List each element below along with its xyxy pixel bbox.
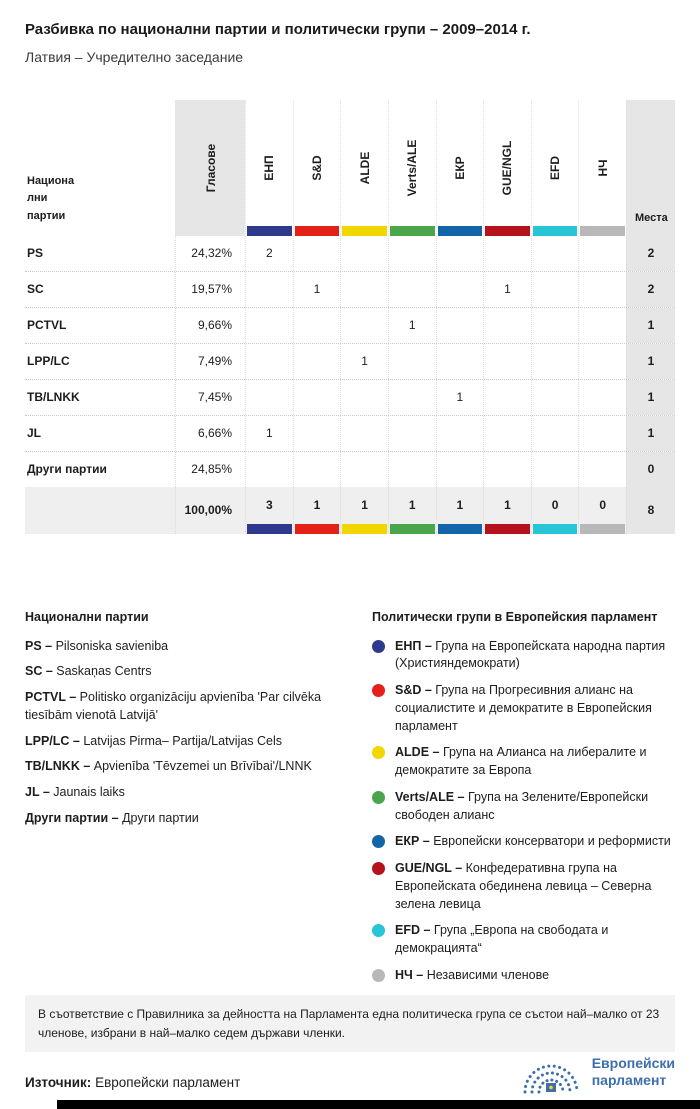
- group-legend-text: НЧ – Независими членове: [395, 967, 550, 982]
- party-name-cell: Други партии: [27, 462, 107, 476]
- seats-cell: 1: [626, 308, 675, 343]
- seats-column-header: [626, 100, 675, 236]
- group-color-bar: [342, 226, 387, 236]
- group-seats-cell-ЕКР: [436, 416, 484, 451]
- group-seats-cell-НЧ: [578, 416, 626, 451]
- group-seats-cell-НЧ: [578, 236, 626, 271]
- table-row-4: [25, 343, 675, 379]
- group-column-header-label: EFD: [548, 155, 563, 180]
- total-group-value: 0: [551, 498, 559, 512]
- party-legend-item: Други партии – Други партии: [25, 810, 199, 825]
- political-groups-legend-title: Политически групи в Европейския парламент: [372, 609, 658, 624]
- table-row-3: [25, 307, 675, 343]
- group-seats-cell-ЕКР: [436, 272, 484, 307]
- total-group-value: 1: [504, 498, 511, 512]
- group-color-dot: [372, 924, 385, 937]
- group-column-header-3: [340, 100, 388, 236]
- group-seats-cell-GUE/NGL: [483, 236, 531, 271]
- ep-hemicycle-icon: [520, 1048, 582, 1096]
- group-color-dot: [372, 835, 385, 848]
- group-column-header-label: ЕНП: [262, 154, 277, 181]
- group-seats-cell-ЕНП: [245, 308, 293, 343]
- votes-cell: 9,66%: [175, 308, 245, 343]
- total-group-value: 1: [313, 498, 321, 512]
- group-seats-cell-ЕНП: 2: [245, 236, 293, 271]
- group-legend-text: GUE/NGL – Конфедеративна група на Европейската обединена левица – Северна зелена левица: [395, 861, 652, 911]
- table-header-row: [25, 100, 675, 236]
- group-column-header-8: [578, 100, 626, 236]
- votes-column-header-label: Гласове: [203, 143, 218, 192]
- group-seats-cell-EFD: [531, 344, 579, 379]
- group-seats-cell-ALDE: [340, 452, 388, 487]
- group-legend-item: [372, 638, 675, 674]
- group-color-bar: [485, 524, 530, 534]
- group-legend-text: ЕНП – Група на Европейската народна партия (Християндемократи): [395, 638, 666, 671]
- total-group-cell-НЧ: [578, 487, 626, 534]
- votes-cell: 7,49%: [175, 344, 245, 379]
- group-column-header-label: GUE/NGL: [500, 140, 515, 195]
- total-group-cell-ALDE: [340, 487, 388, 534]
- group-column-header-7: [531, 100, 579, 236]
- national-parties-legend: [25, 610, 357, 994]
- party-column-header-label: Национа лни партии: [27, 174, 75, 222]
- group-seats-cell-ЕНП: [245, 344, 293, 379]
- group-color-dot: [372, 969, 385, 982]
- group-color-bar: [390, 524, 435, 534]
- seats-cell: 2: [626, 272, 675, 307]
- group-seats-cell-ALDE: 1: [340, 344, 388, 379]
- group-legend-item: [372, 833, 675, 851]
- group-seats-cell-ALDE: [340, 236, 388, 271]
- party-name-cell: LPP/LC: [27, 354, 70, 368]
- source-line: [25, 1075, 240, 1098]
- votes-cell: 24,85%: [175, 452, 245, 487]
- party-legend-item: JL – Jaunais laiks: [25, 785, 125, 799]
- seats-cell: 1: [626, 416, 675, 451]
- group-seats-cell-GUE/NGL: [483, 344, 531, 379]
- votes-column-header: [175, 100, 245, 236]
- group-abbr: ЕКР –: [395, 834, 434, 849]
- party-abbr: TB/LNKK –: [25, 759, 94, 774]
- bottom-bar: [57, 1100, 700, 1109]
- group-seats-cell-EFD: [531, 452, 579, 487]
- group-seats-cell-Verts/ALE: [388, 452, 436, 487]
- total-group-cell-ЕКР: [436, 487, 484, 534]
- group-column-header-2: [293, 100, 341, 236]
- group-abbr: ЕНП –: [395, 638, 436, 653]
- group-seats-cell-Verts/ALE: [388, 344, 436, 379]
- group-color-bar: [342, 524, 387, 534]
- group-seats-cell-ЕНП: 1: [245, 416, 293, 451]
- results-table: [25, 100, 675, 534]
- table-row-2: [25, 271, 675, 307]
- group-color-dot: [372, 746, 385, 759]
- group-seats-cell-НЧ: [578, 308, 626, 343]
- total-group-value: 3: [265, 498, 273, 512]
- group-color-bar: [580, 226, 625, 236]
- group-legend-item: [372, 682, 675, 735]
- group-color-bar: [247, 226, 292, 236]
- source-row: [25, 1046, 675, 1098]
- group-color-bar: [485, 226, 530, 236]
- ep-logo: [520, 1046, 675, 1098]
- group-legend-text: Verts/ALE – Група на Зелените/Европейски свободен алианс: [395, 789, 649, 822]
- group-legend-item: [372, 860, 675, 913]
- ep-logo-text: [592, 1055, 675, 1090]
- group-seats-cell-ЕКР: 1: [436, 380, 484, 415]
- group-column-header-label: НЧ: [595, 158, 610, 177]
- group-abbr: GUE/NGL –: [395, 861, 466, 875]
- group-seats-cell-GUE/NGL: [483, 308, 531, 343]
- group-seats-cell-EFD: [531, 272, 579, 307]
- party-abbr: LPP/LC –: [25, 733, 84, 748]
- group-column-header-label: S&D: [309, 154, 324, 181]
- group-color-bar: [438, 524, 483, 534]
- group-seats-cell-НЧ: [578, 380, 626, 415]
- ep-logo-text-line2: парламент: [591, 1072, 667, 1088]
- party-name-cell: JL: [27, 426, 42, 440]
- party-legend-item: SC – Saskaņas Centrs: [25, 664, 152, 679]
- group-seats-cell-ЕНП: [245, 452, 293, 487]
- group-seats-cell-GUE/NGL: [483, 380, 531, 415]
- total-group-cell-S&D: [293, 487, 341, 534]
- group-seats-cell-S&D: 1: [293, 272, 341, 307]
- group-legend-item: [372, 922, 675, 958]
- table-row-7: [25, 451, 675, 487]
- group-seats-cell-GUE/NGL: 1: [483, 272, 531, 307]
- group-legend-item: [372, 967, 675, 985]
- group-seats-cell-EFD: [531, 236, 579, 271]
- group-color-bar: [247, 524, 292, 534]
- group-column-header-4: [388, 100, 436, 236]
- group-seats-cell-EFD: [531, 380, 579, 415]
- group-color-bar: [533, 524, 578, 534]
- group-seats-cell-GUE/NGL: [483, 452, 531, 487]
- group-seats-cell-S&D: [293, 344, 341, 379]
- group-seats-cell-НЧ: [578, 272, 626, 307]
- group-column-header-label: Verts/ALE: [405, 139, 420, 196]
- group-seats-cell-ЕКР: [436, 452, 484, 487]
- group-seats-cell-S&D: [293, 452, 341, 487]
- group-abbr: EFD –: [395, 923, 434, 938]
- total-group-value: 1: [408, 498, 416, 512]
- group-seats-cell-ЕНП: [245, 380, 293, 415]
- group-color-bar: [438, 226, 483, 236]
- party-name-cell: PS: [27, 246, 44, 260]
- votes-cell: 7,45%: [175, 380, 245, 415]
- total-group-value: 0: [599, 498, 607, 512]
- seats-cell: 1: [626, 344, 675, 379]
- votes-cell: 6,66%: [175, 416, 245, 451]
- group-seats-cell-ALDE: [340, 416, 388, 451]
- political-groups-legend-items: [372, 638, 675, 985]
- group-seats-cell-ALDE: [340, 380, 388, 415]
- source-value: Европейски парламент: [95, 1075, 241, 1090]
- total-group-cell-EFD: [531, 487, 579, 534]
- group-legend-text: EFD – Група „Европа на свободата и демокрацията“: [395, 923, 609, 955]
- page-subtitle: Латвия – Учредително заседание: [25, 48, 244, 65]
- group-seats-cell-Verts/ALE: [388, 416, 436, 451]
- group-seats-cell-НЧ: [578, 344, 626, 379]
- group-seats-cell-S&D: [293, 236, 341, 271]
- votes-cell: 24,32%: [175, 236, 245, 271]
- total-group-cell-Verts/ALE: [388, 487, 436, 534]
- group-legend-text: S&D – Група на Прогресивния алианс на социалистите и демократите в Европейския парламент: [395, 683, 652, 733]
- party-name-cell: PCTVL: [27, 318, 67, 332]
- party-abbr: JL –: [25, 785, 54, 799]
- party-name-cell: TB/LNKK: [27, 390, 80, 404]
- party-abbr: PS –: [25, 638, 56, 653]
- group-seats-cell-Verts/ALE: [388, 236, 436, 271]
- party-column-header: [25, 100, 175, 236]
- party-legend-item: PCTVL – Politisko organizāciju apvienība 'Par cilvēka tiesībām vienotā Latvijā': [25, 690, 322, 722]
- group-seats-cell-ЕНП: [245, 272, 293, 307]
- group-color-dot: [372, 791, 385, 804]
- group-seats-cell-Verts/ALE: [388, 380, 436, 415]
- ep-logo-text-line1: Европейски: [591, 1054, 675, 1071]
- party-legend-item: LPP/LC – Latvijas Pirma– Partija/Latvijas Cels: [25, 733, 283, 748]
- group-seats-cell-ALDE: [340, 272, 388, 307]
- total-group-cell-GUE/NGL: [483, 487, 531, 534]
- group-seats-cell-ЕКР: [436, 308, 484, 343]
- group-legend-text: ЕКР – Европейски консерватори и реформисти: [395, 834, 671, 849]
- group-legend-text: ALDE – Група на Алианса на либералите и демократите за Европа: [395, 745, 647, 777]
- group-color-bar: [390, 226, 435, 236]
- group-column-header-1: [245, 100, 293, 236]
- group-seats-cell-Verts/ALE: [388, 272, 436, 307]
- seats-cell: 2: [626, 236, 675, 271]
- total-spacer-cell: [25, 487, 175, 534]
- group-seats-cell-ЕКР: [436, 236, 484, 271]
- source-label: Източник:: [25, 1075, 92, 1090]
- group-seats-cell-EFD: [531, 308, 579, 343]
- party-legend-item: PS – Pilsoniska savieniba: [25, 638, 169, 653]
- group-seats-cell-ЕКР: [436, 344, 484, 379]
- national-parties-legend-items: [25, 638, 357, 828]
- group-seats-cell-ALDE: [340, 308, 388, 343]
- total-votes-cell: 100,00%: [175, 487, 245, 534]
- group-abbr: НЧ –: [395, 967, 427, 982]
- total-group-value: 1: [361, 498, 368, 512]
- group-color-dot: [372, 684, 385, 697]
- table-row-5: [25, 379, 675, 415]
- total-seats-cell: 8: [626, 487, 675, 534]
- table-body: [25, 236, 675, 487]
- legends-section: [25, 610, 675, 994]
- group-seats-cell-Verts/ALE: 1: [388, 308, 436, 343]
- votes-cell: 19,57%: [175, 272, 245, 307]
- table-total-row: [25, 487, 675, 534]
- page-title: Разбивка по национални партии и политически групи – 2009–2014 г.: [25, 21, 531, 38]
- party-abbr: PCTVL –: [25, 690, 80, 704]
- group-column-header-5: [436, 100, 484, 236]
- total-group-cell-ЕНП: [245, 487, 293, 534]
- group-abbr: ALDE –: [395, 745, 443, 760]
- group-color-dot: [372, 640, 385, 653]
- group-column-header-6: [483, 100, 531, 236]
- group-color-dot: [372, 862, 385, 875]
- group-seats-cell-S&D: [293, 308, 341, 343]
- seats-cell: 0: [626, 452, 675, 487]
- party-abbr: SC –: [25, 664, 57, 679]
- seats-column-header-label: Места: [635, 211, 668, 224]
- rules-footnote: В съответствие с Правилника за дейността на Парламента една политическа група се състои най–малко от 23 членове, избрани в най–малко седем държави членки.: [25, 995, 675, 1052]
- group-color-bar: [533, 226, 578, 236]
- group-legend-item: [372, 789, 675, 825]
- total-group-value: 1: [456, 498, 464, 512]
- political-groups-legend: [372, 610, 675, 994]
- group-column-header-label: ЕКР: [452, 155, 467, 180]
- seats-cell: 1: [626, 380, 675, 415]
- national-parties-legend-title: Национални партии: [25, 609, 149, 624]
- group-legend-item: [372, 744, 675, 780]
- group-seats-cell-S&D: [293, 416, 341, 451]
- table-row-1: [25, 236, 675, 271]
- group-column-header-label: ALDE: [357, 151, 372, 184]
- group-color-bar: [295, 524, 340, 534]
- group-seats-cell-GUE/NGL: [483, 416, 531, 451]
- group-seats-cell-S&D: [293, 380, 341, 415]
- table-row-6: [25, 415, 675, 451]
- group-color-bar: [580, 524, 625, 534]
- party-abbr: Други партии –: [25, 810, 123, 825]
- group-abbr: S&D –: [395, 683, 436, 697]
- group-seats-cell-EFD: [531, 416, 579, 451]
- group-abbr: Verts/ALE –: [395, 789, 468, 804]
- group-seats-cell-НЧ: [578, 452, 626, 487]
- party-legend-item: TB/LNKK – Apvienība 'Tēvzemei un Brīvībai'/LNNK: [25, 759, 312, 774]
- party-name-cell: SC: [27, 282, 44, 296]
- group-color-bar: [295, 226, 340, 236]
